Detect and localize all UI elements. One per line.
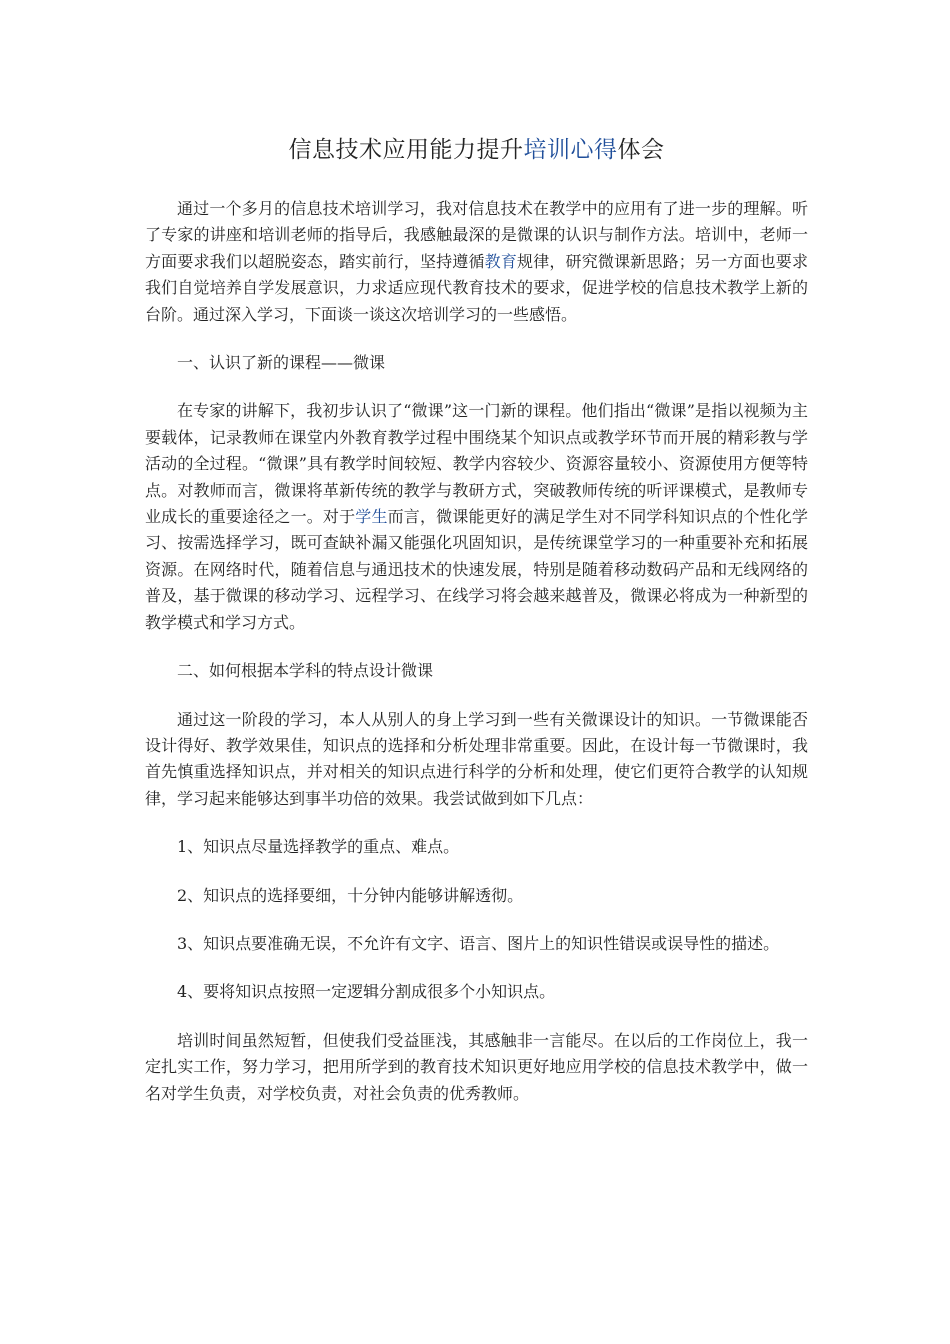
- section1-heading: 一、认识了新的课程——微课: [177, 353, 386, 373]
- section2-paragraph: 通过这一阶段的学习，本人从别人的身上学习到一些有关微课设计的知识。一节微课能否设计得好、教学效果佳，知识点的选择和分析处理非常重要。因此，在设计每一节微课时，我首先慎重选择知识点，并对相关的知识点进行科学的分析和处理，使它们更符合教学的认知规律，学习起来能够达到事半功倍的效果。我尝试做到如下几点：: [145, 709, 808, 808]
- section1-text-a: 在专家的讲解下，我初步认识了“微课”这一门新的课程。他们指出“微课”是指以视频为主要载体，记录教师在课堂内外教育教学过程中围绕某个知识点或教学环节而开展的精彩教与学活动的全过程。“微课”具有教学时间较短、教学内容较少、资源容量较小、资源使用方便等特点。对教师而言，微课将革新传统的教学与教研方式，突破教师传统的听评课模式，是教师专业成长的重要途径之一。对于: [145, 401, 808, 527]
- point-item: 2、知识点的选择要细，十分钟内能够讲解透彻。: [177, 885, 524, 905]
- document-page: [145, 130, 808, 1129]
- document-title: [145, 130, 808, 170]
- point-item: 3、知识点要准确无误，不允许有文字、语言、图片上的知识性错误或误导性的描述。: [177, 933, 780, 953]
- student-link[interactable]: 学生: [355, 507, 388, 527]
- conclusion-paragraph: 培训时间虽然短暂，但使我们受益匪浅，其感触非一言能尽。在以后的工作岗位上，我一定扎实工作，努力学习，把用所学到的教育技术知识更好地应用学校的信息技术教学中，做一名对学生负责，对学校负责，对社会负责的优秀教师。: [145, 1030, 808, 1103]
- point-item: 4、要将知识点按照一定逻辑分割成很多个小知识点。: [177, 982, 556, 1002]
- title-text: 信息技术应用能力提升: [288, 137, 524, 163]
- point-item: 1、知识点尽量选择教学的重点、难点。: [177, 837, 460, 857]
- section2-heading: 二、如何根据本学科的特点设计微课: [177, 661, 434, 681]
- intro-text-b: 规律，研究微课新思路；另一方面也要求我们自觉培养自学发展意识，力求适应现代教育技术的要求，促进学校的信息技术教学上新的台阶。通过深入学习，下面谈一谈这次培训学习的一些感悟。: [145, 251, 808, 324]
- title-text-end: 体会: [617, 137, 665, 163]
- intro-paragraph: [145, 196, 808, 328]
- intro-text-a: 通过一个多月的信息技术培训学习，我对信息技术在教学中的应用有了进一步的理解。听了专家的讲座和培训老师的指导后，我感触最深的是微课的认识与制作方法。培训中，老师一方面要求我们以超脱姿态，踏实前行，坚持遵循: [145, 199, 808, 271]
- title-link[interactable]: 培训心得: [523, 137, 618, 163]
- education-link[interactable]: 教育: [484, 251, 518, 271]
- section1-text-b: 而言，微课能更好的满足学生对不同学科知识点的个性化学习、按需选择学习，既可查缺补漏又能强化巩固知识，是传统课堂学习的一种重要补充和拓展资源。在网络时代，随着信息与通迅技术的快速发展，特别是随着移动数码产品和无线网络的普及，基于微课的移动学习、远程学习、在线学习将会越来越普及，微课必将成为一种新型的教学模式和学习方式。: [145, 507, 808, 632]
- section1-paragraph: [145, 398, 808, 636]
